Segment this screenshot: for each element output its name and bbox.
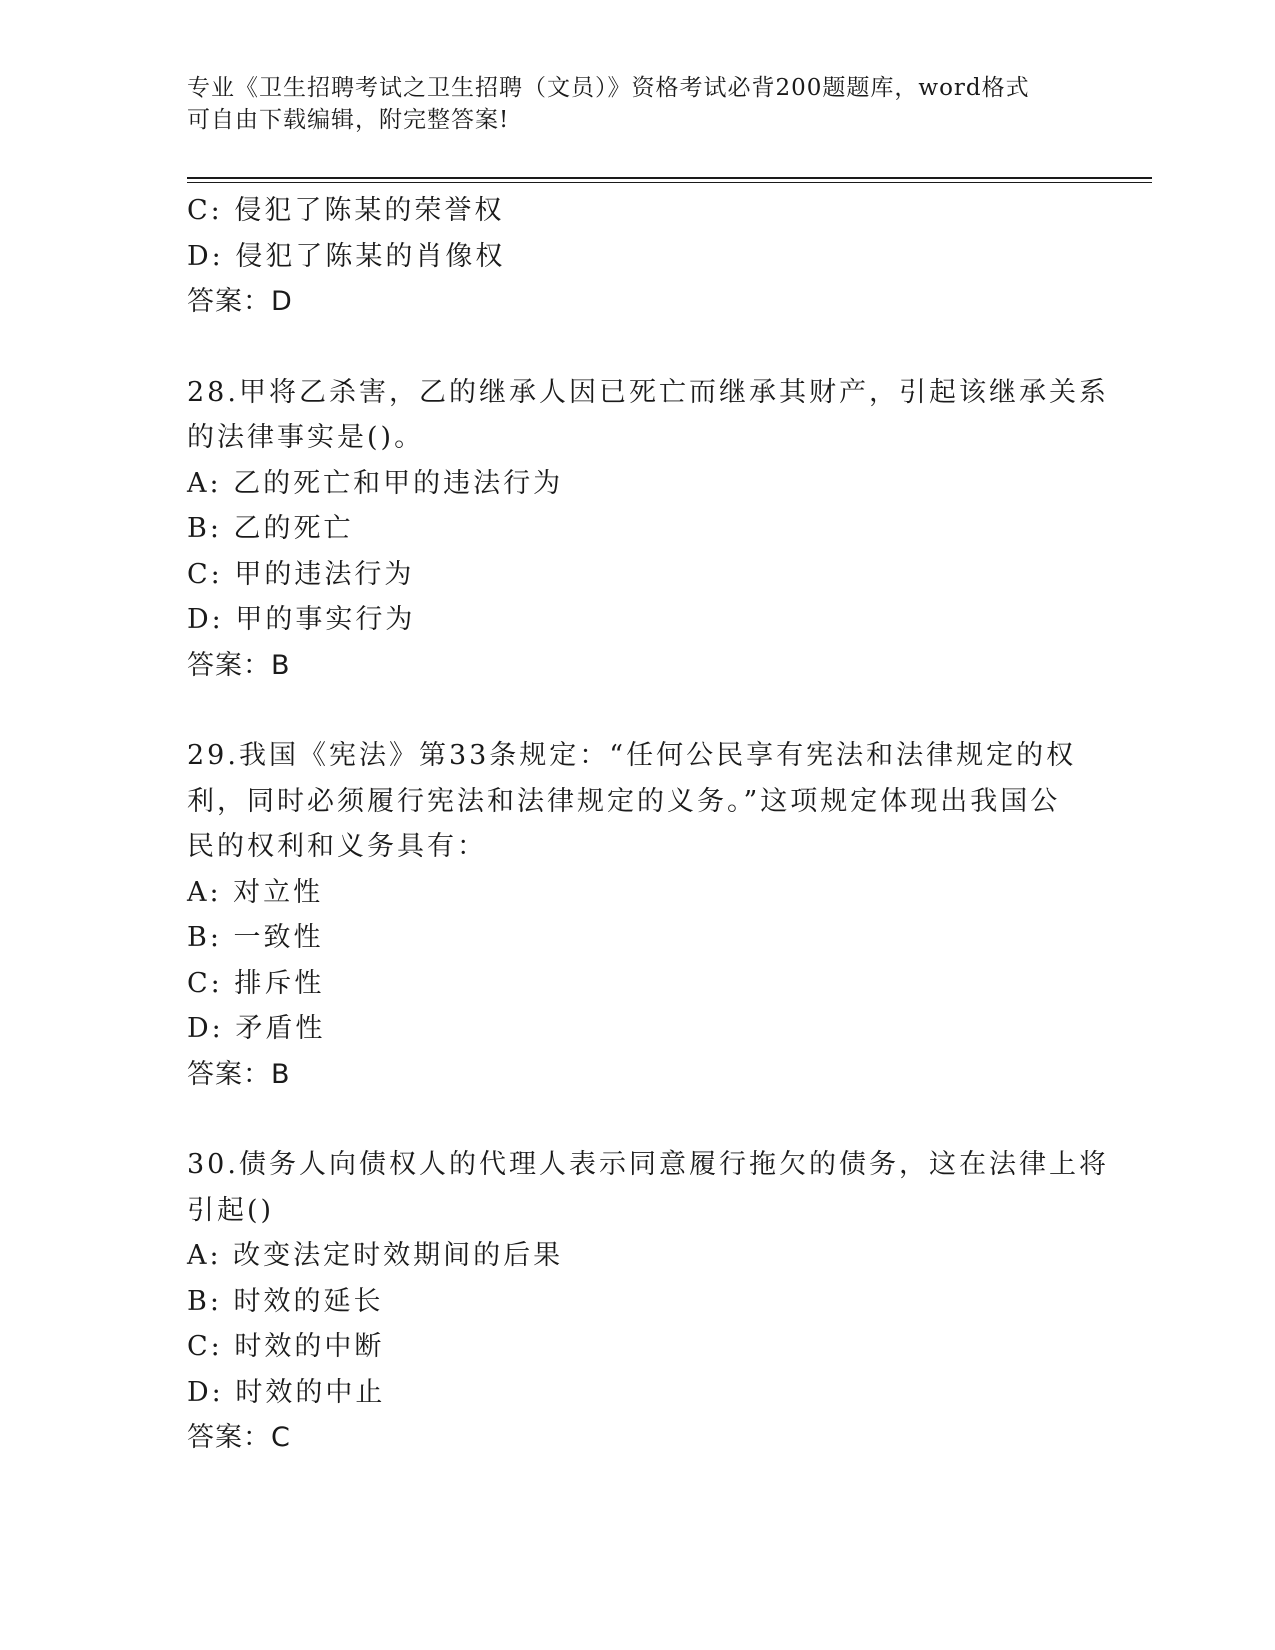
option-c: C: 时效的中断 — [187, 1331, 385, 1362]
header-rule-thin — [187, 182, 1152, 183]
option-c: C: 侵犯了陈某的荣誉权 — [187, 195, 505, 226]
option-c: C: 甲的违法行为 — [187, 558, 415, 590]
option-a: A: 乙的死亡和甲的违法行为 — [187, 467, 564, 499]
question-stem: 29.我国《宪法》第33条规定：“任何公民享有宪法和法律规定的权 — [187, 740, 1077, 771]
question-stem: 30.债务人向债权人的代理人表示同意履行拖欠的债务，这在法律上将 — [187, 1149, 1109, 1180]
question-30 — [187, 1142, 1109, 1461]
spacer — [187, 1097, 1087, 1142]
header-line: 可自由下载编辑，附完整答案! — [187, 107, 510, 133]
header-rule — [187, 177, 1152, 179]
answer-line: 答案：D — [187, 286, 293, 317]
spacer — [187, 688, 1087, 733]
option-d: D: 侵犯了陈某的肖像权 — [187, 240, 506, 272]
option-a: A: 改变法定时效期间的后果 — [187, 1240, 564, 1271]
question-29 — [187, 733, 1087, 1097]
answer-line: 答案：C — [187, 1422, 291, 1453]
carryover-question — [187, 188, 1087, 325]
option-d: D: 时效的中止 — [187, 1376, 386, 1408]
page-header — [187, 72, 1067, 136]
answer-line: 答案：B — [187, 1058, 291, 1090]
question-28 — [187, 370, 1109, 689]
option-a: A: 对立性 — [187, 876, 324, 908]
option-d: D: 甲的事实行为 — [187, 604, 416, 635]
question-stem: 引起() — [187, 1194, 275, 1226]
question-stem: 的法律事实是()。 — [187, 422, 425, 453]
option-b: B: 时效的延长 — [187, 1285, 384, 1317]
question-stem: 民的权利和义务具有： — [187, 831, 487, 862]
answer-line: 答案：B — [187, 649, 291, 681]
spacer — [187, 325, 1087, 370]
option-d: D: 矛盾性 — [187, 1013, 326, 1044]
question-stem: 28.甲将乙杀害，乙的继承人因已死亡而继承其财产，引起该继承关系 — [187, 376, 1109, 408]
question-list — [187, 188, 1109, 1461]
option-c: C: 排斥性 — [187, 967, 325, 999]
option-b: B: 乙的死亡 — [187, 513, 354, 544]
question-stem: 利，同时必须履行宪法和法律规定的义务。”这项规定体现出我国公 — [187, 785, 1061, 817]
option-b: B: 一致性 — [187, 922, 324, 953]
header-line: 专业《卫生招聘考试之卫生招聘（文员）》资格考试必背200题题库，word格式 — [187, 75, 1030, 101]
